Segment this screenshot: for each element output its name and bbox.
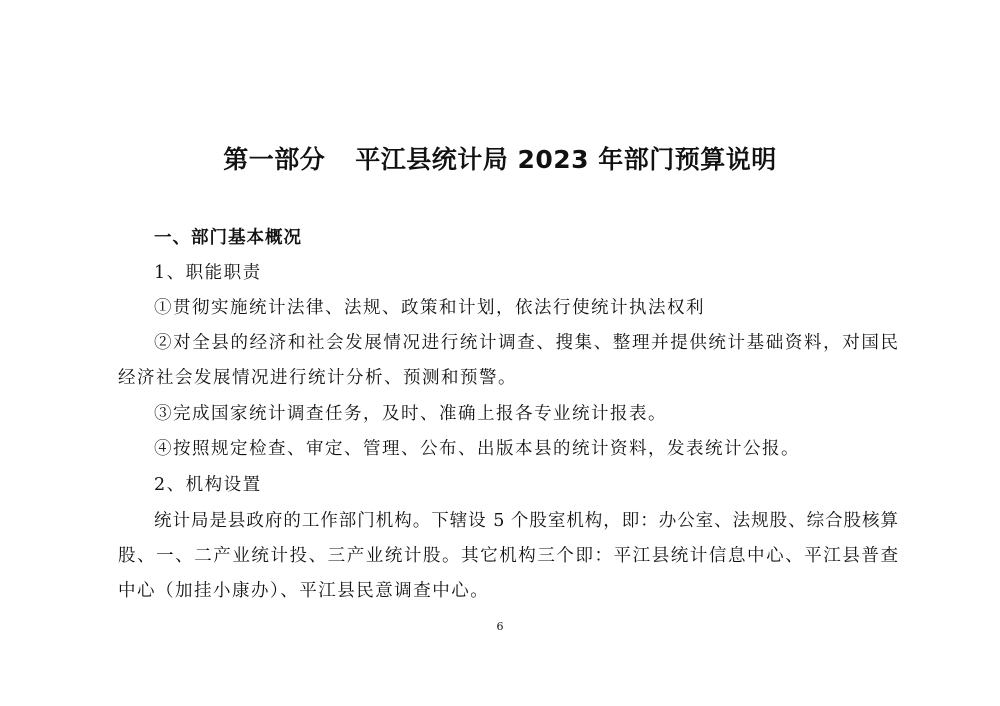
sub2-heading: 2、机构设置 — [154, 475, 262, 495]
duty-item-4: ④按照规定检查、审定、管理、公布、出版本县的统计资料，发表统计公报。 — [154, 439, 800, 459]
title-part: 第一部分 — [223, 145, 326, 174]
page-number: 6 — [496, 620, 504, 633]
duty-item-2-line-2: 经济社会发展情况进行统计分析、预测和预警。 — [118, 368, 517, 388]
duty-item-1: ①贯彻实施统计法律、法规、政策和计划，依法行使统计执法权利 — [154, 298, 705, 318]
org-paragraph-line-1: 统计局是县政府的工作部门机构。下辖设 5 个股室机构，即：办公室、法规股、综合股核算 — [154, 511, 898, 531]
title-main: 平江县统计局 2023 年部门预算说明 — [355, 145, 777, 174]
org-paragraph-line-2: 股、一、二产业统计投、三产业统计股。其它机构三个即：平江县统计信息中心、平江县普查 — [118, 546, 898, 566]
duty-item-3: ③完成国家统计调查任务，及时、准确上报各专业统计报表。 — [154, 404, 667, 424]
duty-item-2-line-1: ②对全县的经济和社会发展情况进行统计调查、搜集、整理并提供统计基础资料，对国民 — [154, 333, 898, 353]
page-title — [0, 140, 1000, 176]
org-paragraph-line-3: 中心（加挂小康办）、平江县民意调查中心。 — [118, 581, 490, 601]
sub1-heading: 1、职能职责 — [154, 263, 262, 283]
section1-heading: 一、部门基本概况 — [154, 228, 302, 248]
